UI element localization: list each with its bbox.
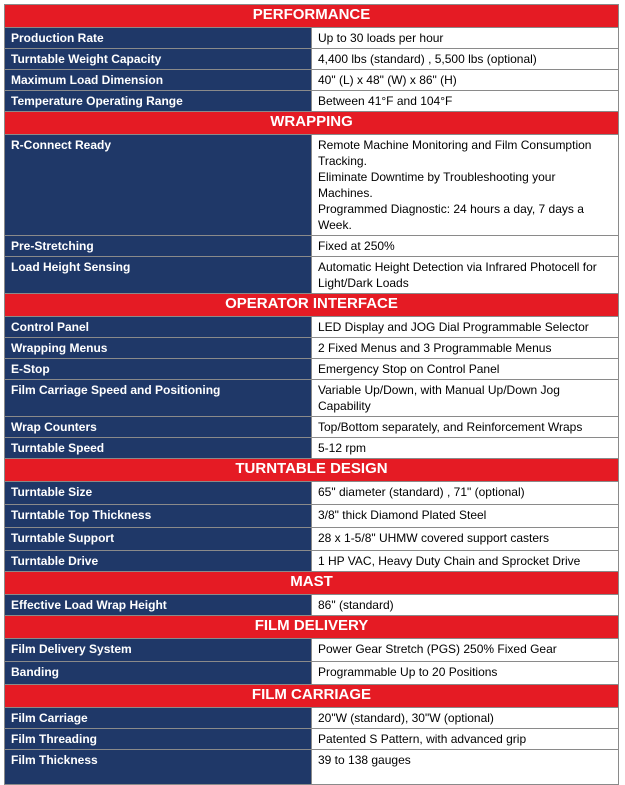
spec-value-line: Programmable Up to 20 Positions [318, 665, 498, 679]
spec-value [312, 551, 619, 572]
spec-value [312, 91, 619, 112]
spec-value-line: Top/Bottom separately, and Reinforcement Wraps [318, 420, 583, 434]
spec-value [312, 438, 619, 459]
spec-row [5, 551, 619, 572]
spec-value [312, 417, 619, 438]
section-title: MAST [5, 572, 619, 595]
section-header-row [5, 294, 619, 317]
spec-row [5, 662, 619, 685]
spec-row [5, 708, 619, 729]
spec-label: R-Connect Ready [5, 135, 312, 236]
spec-label: Turntable Support [5, 528, 312, 551]
spec-label: Film Delivery System [5, 639, 312, 662]
spec-row [5, 338, 619, 359]
spec-value [312, 595, 619, 616]
section-header-row [5, 616, 619, 639]
spec-value [312, 359, 619, 380]
spec-value [312, 135, 619, 236]
spec-label: Production Rate [5, 28, 312, 49]
spec-value-line: 65" diameter (standard) , 71" (optional) [318, 485, 525, 499]
spec-value-line: Up to 30 loads per hour [318, 31, 444, 45]
spec-row [5, 359, 619, 380]
spec-value [312, 528, 619, 551]
spec-value-line: 28 x 1-5/8" UHMW covered support casters [318, 531, 550, 545]
spec-row [5, 91, 619, 112]
spec-value-line: 20"W (standard), 30"W (optional) [318, 711, 494, 725]
spec-value-line: 40" (L) x 48" (W) x 86" (H) [318, 73, 457, 87]
spec-value-line: 2 Fixed Menus and 3 Programmable Menus [318, 341, 552, 355]
spec-value-line: Programmed Diagnostic: 24 hours a day, 7 days a Week. [318, 202, 584, 232]
spec-value-line: 1 HP VAC, Heavy Duty Chain and Sprocket Drive [318, 554, 581, 568]
spec-label: Effective Load Wrap Height [5, 595, 312, 616]
spec-value [312, 505, 619, 528]
spec-value [312, 28, 619, 49]
spec-row [5, 257, 619, 294]
spec-value-line: Emergency Stop on Control Panel [318, 362, 500, 376]
spec-value-line: Power Gear Stretch (PGS) 250% Fixed Gear [318, 642, 557, 656]
spec-label: Temperature Operating Range [5, 91, 312, 112]
spec-row [5, 70, 619, 91]
spec-label: Turntable Top Thickness [5, 505, 312, 528]
spec-value [312, 70, 619, 91]
spec-row [5, 380, 619, 417]
spec-value-line: 86" (standard) [318, 598, 394, 612]
spec-value [312, 639, 619, 662]
spec-value [312, 338, 619, 359]
spec-value [312, 482, 619, 505]
spec-value [312, 317, 619, 338]
spec-label: Pre-Stretching [5, 236, 312, 257]
spec-label: Film Carriage [5, 708, 312, 729]
spec-value [312, 750, 619, 785]
spec-label: Banding [5, 662, 312, 685]
spec-row [5, 482, 619, 505]
spec-value [312, 380, 619, 417]
spec-value-line: Between 41°F and 104°F [318, 94, 453, 108]
section-header-row [5, 112, 619, 135]
spec-label: Turntable Speed [5, 438, 312, 459]
spec-body [5, 5, 619, 785]
spec-value-line: LED Display and JOG Dial Programmable Selector [318, 320, 589, 334]
spec-value [312, 257, 619, 294]
section-title: WRAPPING [5, 112, 619, 135]
spec-row [5, 49, 619, 70]
spec-table [4, 4, 619, 785]
section-title: FILM CARRIAGE [5, 685, 619, 708]
section-header-row [5, 5, 619, 28]
spec-row [5, 317, 619, 338]
spec-label: Film Carriage Speed and Positioning [5, 380, 312, 417]
spec-value [312, 236, 619, 257]
section-header-row [5, 685, 619, 708]
spec-row [5, 750, 619, 785]
spec-label: Wrap Counters [5, 417, 312, 438]
section-title: FILM DELIVERY [5, 616, 619, 639]
spec-value-line: Automatic Height Detection via Infrared Photocell for [318, 260, 597, 274]
spec-label: E-Stop [5, 359, 312, 380]
spec-value-line: 39 to 138 gauges [318, 753, 411, 767]
spec-row [5, 236, 619, 257]
spec-label: Control Panel [5, 317, 312, 338]
spec-value-line: 5-12 rpm [318, 441, 367, 455]
section-header-row [5, 572, 619, 595]
spec-row [5, 505, 619, 528]
spec-label: Turntable Weight Capacity [5, 49, 312, 70]
spec-label: Maximum Load Dimension [5, 70, 312, 91]
section-header-row [5, 459, 619, 482]
spec-value-line: 3/8" thick Diamond Plated Steel [318, 508, 487, 522]
spec-value-line: 4,400 lbs (standard) , 5,500 lbs (optional) [318, 52, 537, 66]
spec-label: Turntable Drive [5, 551, 312, 572]
spec-value-line: Fixed at 250% [318, 239, 395, 253]
spec-row [5, 528, 619, 551]
spec-label: Turntable Size [5, 482, 312, 505]
spec-value-line: Patented S Pattern, with advanced grip [318, 732, 527, 746]
spec-row [5, 28, 619, 49]
spec-row [5, 438, 619, 459]
section-title: TURNTABLE DESIGN [5, 459, 619, 482]
spec-label: Wrapping Menus [5, 338, 312, 359]
spec-row [5, 729, 619, 750]
spec-value-line: Eliminate Downtime by Troubleshooting your Machines. [318, 170, 556, 200]
spec-label: Film Threading [5, 729, 312, 750]
spec-label: Load Height Sensing [5, 257, 312, 294]
spec-row [5, 595, 619, 616]
spec-row [5, 417, 619, 438]
spec-value [312, 708, 619, 729]
spec-value [312, 662, 619, 685]
spec-value-line: Light/Dark Loads [318, 276, 409, 290]
section-title: OPERATOR INTERFACE [5, 294, 619, 317]
spec-value [312, 729, 619, 750]
spec-value-line: Variable Up/Down, with Manual Up/Down Jog Capability [318, 383, 560, 413]
spec-row [5, 135, 619, 236]
spec-label: Film Thickness [5, 750, 312, 785]
spec-value-line: Remote Machine Monitoring and Film Consumption Tracking. [318, 138, 592, 168]
spec-row [5, 639, 619, 662]
spec-value [312, 49, 619, 70]
section-title: PERFORMANCE [5, 5, 619, 28]
